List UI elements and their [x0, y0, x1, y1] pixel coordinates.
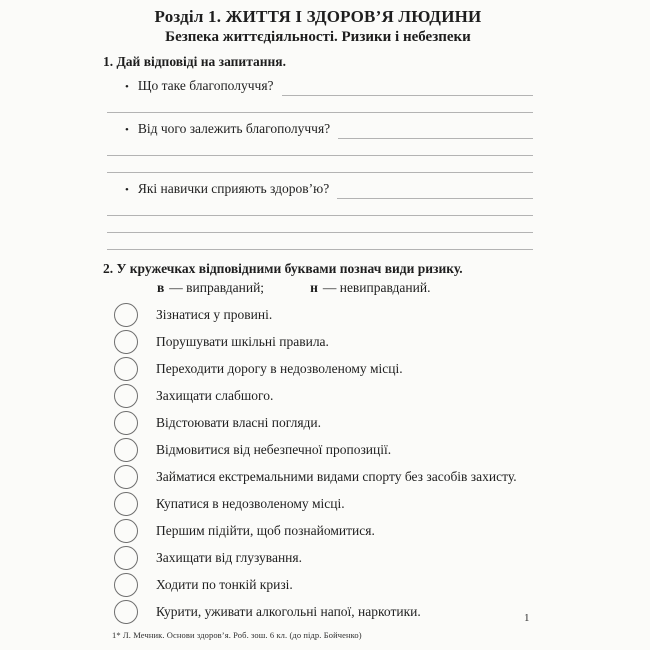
- question-block-3: [103, 180, 533, 250]
- bullet-icon: •: [125, 124, 129, 136]
- question-label: Від чого залежить благополуччя?: [137, 121, 331, 136]
- answer-line: [107, 233, 533, 250]
- answer-line: [107, 139, 533, 156]
- answer-circle: [114, 465, 138, 489]
- list-item: [103, 598, 533, 625]
- risk-item-label: Відстоювати власні погляди.: [156, 414, 322, 430]
- list-item: [103, 436, 533, 463]
- list-item: [103, 571, 533, 598]
- risk-list: [103, 301, 533, 625]
- answer-circle: [114, 546, 138, 570]
- section1-heading: 1. Дай відповіді на запитання.: [103, 54, 286, 69]
- risk-item-label: Переходити дорогу в недозволеному місці.: [156, 360, 403, 376]
- risk-item-label: Купатися в недозволеному місці.: [156, 495, 345, 511]
- legend-label: — невиправданий.: [322, 280, 431, 295]
- question-row: [103, 120, 533, 139]
- list-item: [103, 517, 533, 544]
- answer-line: [107, 96, 533, 113]
- answer-line: [282, 79, 533, 96]
- question-label: Які навички сприяють здоров’ю?: [137, 181, 330, 196]
- risk-item-label: Відмовитися від небезпечної пропозиції.: [156, 441, 392, 457]
- list-item: [103, 409, 533, 436]
- legend-item-unjustified: [310, 279, 430, 296]
- question-row: [103, 180, 533, 199]
- list-item: [103, 382, 533, 409]
- answer-circle: [114, 519, 138, 543]
- question-label: Що таке благополуччя?: [137, 78, 274, 93]
- question-block-1: [103, 77, 533, 113]
- question-row: [103, 77, 533, 96]
- list-item: [103, 544, 533, 571]
- section2-heading: 2. У кружечках відповідними буквами познач види ризику.: [103, 261, 463, 276]
- list-item: [103, 463, 533, 490]
- legend-item-justified: [157, 279, 264, 296]
- page-subtitle: Безпека життєдіяльності. Ризики і небезпеки: [165, 29, 471, 45]
- answer-circle: [114, 600, 138, 624]
- page-number: 1: [524, 612, 530, 624]
- legend-label: — виправданий;: [169, 280, 265, 295]
- answer-line: [107, 199, 533, 216]
- risk-item-label: Захищати від глузування.: [156, 549, 302, 565]
- bullet-icon: •: [125, 81, 129, 93]
- answer-circle: [114, 357, 138, 381]
- answer-line: [107, 216, 533, 233]
- answer-circle: [114, 330, 138, 354]
- risk-item-label: Ходити по тонкій кризі.: [156, 576, 293, 592]
- answer-line: [337, 182, 533, 199]
- list-item: [103, 355, 533, 382]
- risk-item-label: Порушувати шкільні правила.: [156, 333, 329, 349]
- risk-item-label: Зізнатися у провині.: [156, 306, 273, 322]
- page-title: Розділ 1. ЖИТТЯ І ЗДОРОВ’Я ЛЮДИНИ: [154, 7, 482, 26]
- bullet-icon: •: [125, 184, 129, 196]
- answer-circle: [114, 411, 138, 435]
- answer-circle: [114, 384, 138, 408]
- answer-circle: [114, 492, 138, 516]
- question-block-2: [103, 120, 533, 173]
- legend-key: н: [310, 280, 318, 295]
- list-item: [103, 301, 533, 328]
- footnote: 1* Л. Мечник. Основи здоров’я. Роб. зош. 6 кл. (до підр. Бойченко): [112, 630, 362, 640]
- list-item: [103, 490, 533, 517]
- legend-key: в: [157, 280, 165, 295]
- risk-item-label: Курити, уживати алкогольні напої, наркотики.: [156, 603, 421, 619]
- answer-line: [107, 156, 533, 173]
- answer-line: [338, 122, 533, 139]
- answer-circle: [114, 438, 138, 462]
- risk-item-label: Першим підійти, щоб познайомитися.: [156, 522, 375, 538]
- risk-legend: [103, 279, 533, 296]
- list-item: [103, 328, 533, 355]
- risk-item-label: Займатися екстремальними видами спорту без засобів захисту.: [156, 468, 517, 484]
- page-content: [103, 0, 533, 625]
- answer-circle: [114, 303, 138, 327]
- risk-item-label: Захищати слабшого.: [156, 387, 274, 403]
- answer-circle: [114, 573, 138, 597]
